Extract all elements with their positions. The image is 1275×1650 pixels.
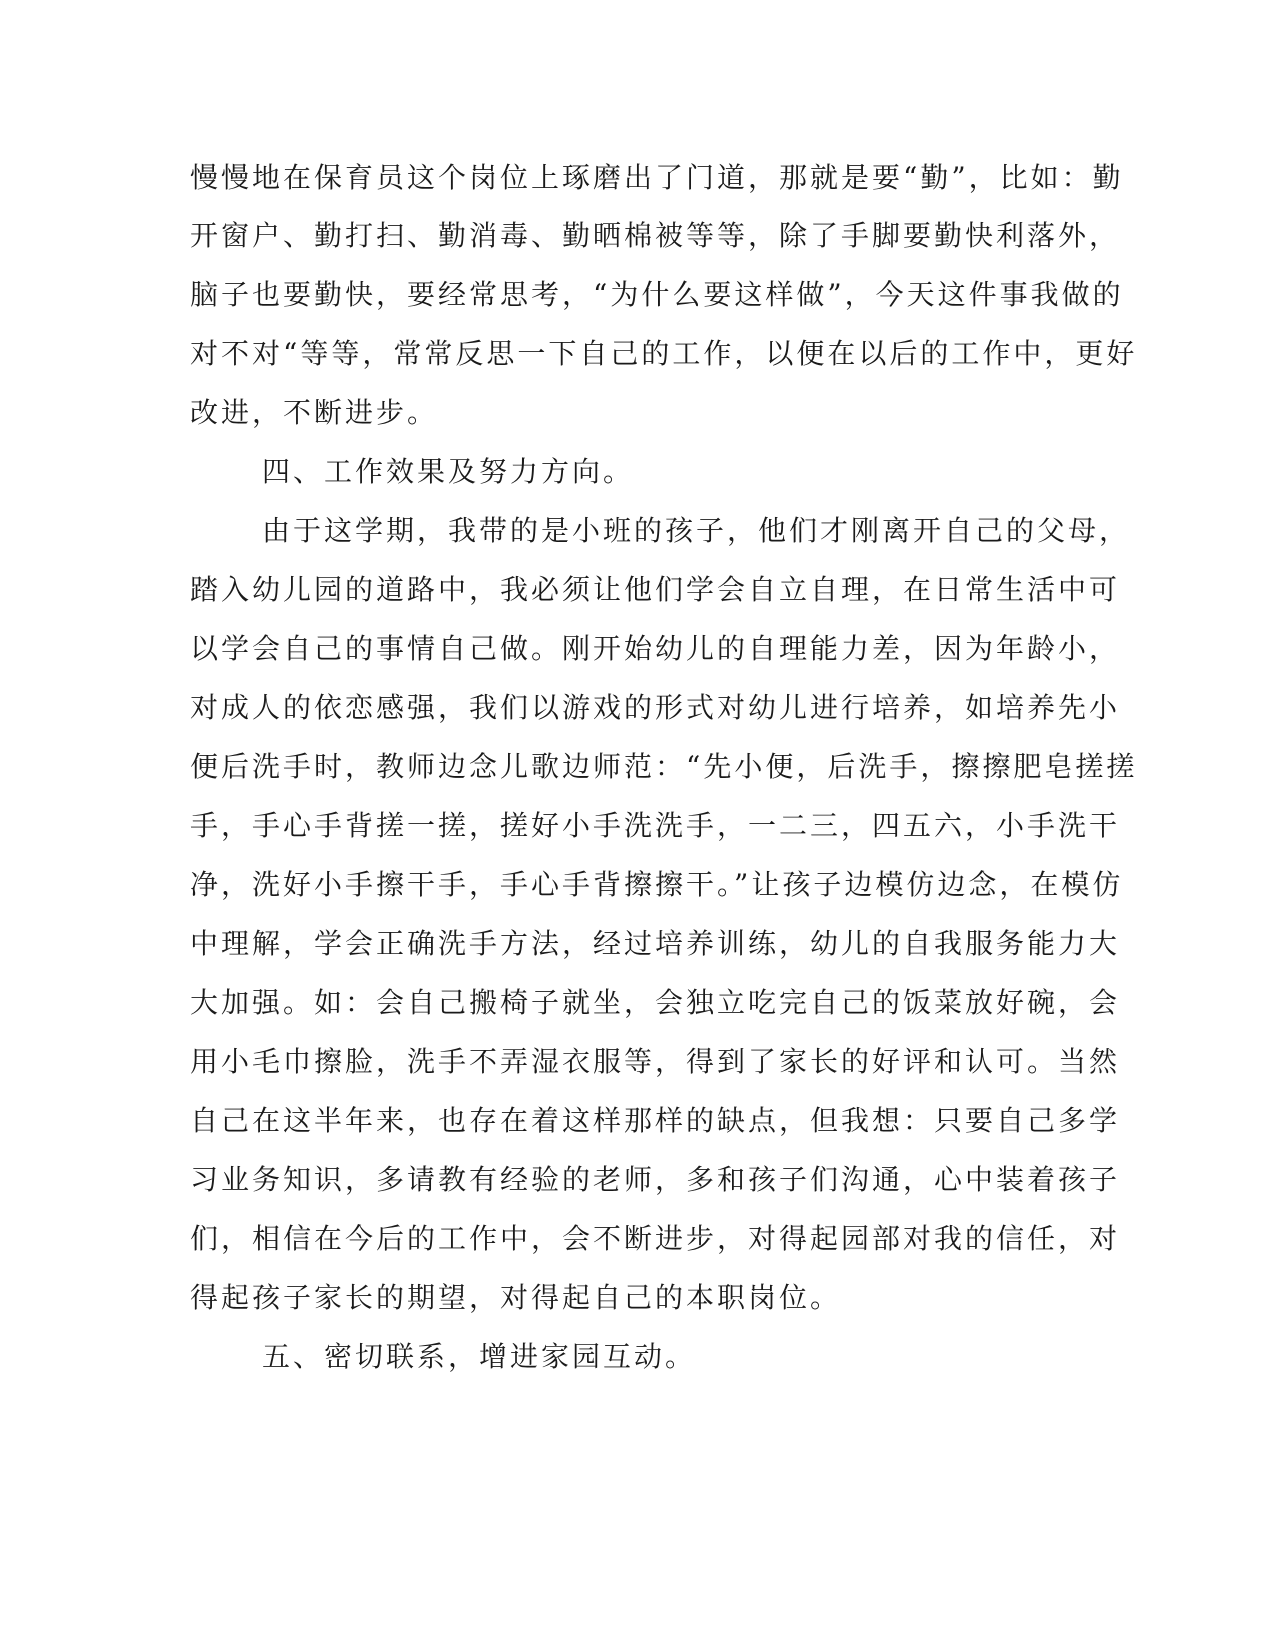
section-heading: 四、工作效果及努力方向。 bbox=[262, 455, 635, 488]
text-line: 改进，不断进步。 bbox=[190, 396, 439, 429]
text-line: 手，手心手背搓一搓，搓好小手洗洗手，一二三，四五六，小手洗干 bbox=[190, 809, 1121, 842]
text-line: 开窗户、勤打扫、勤消毒、勤晒棉被等等，除了手脚要勤快利落外， bbox=[190, 219, 1121, 252]
text-line: 脑子也要勤快，要经常思考，“为什么要这样做”，今天这件事我做的 bbox=[190, 278, 1124, 311]
text-line: 便后洗手时，教师边念儿歌边师范：“先小便，后洗手，擦擦肥皂搓搓 bbox=[190, 750, 1138, 783]
text-line: 自己在这半年来，也存在着这样那样的缺点，但我想：只要自己多学 bbox=[190, 1104, 1121, 1137]
text-line: 习业务知识，多请教有经验的老师，多和孩子们沟通，心中装着孩子 bbox=[190, 1163, 1121, 1196]
section-heading: 五、密切联系，增进家园互动。 bbox=[262, 1340, 697, 1373]
text-line: 们，相信在今后的工作中，会不断进步，对得起园部对我的信任，对 bbox=[190, 1222, 1121, 1255]
text-line: 大加强。如：会自己搬椅子就坐，会独立吃完自己的饭菜放好碗，会 bbox=[190, 986, 1121, 1019]
text-line: 中理解，学会正确洗手方法，经过培养训练，幼儿的自我服务能力大 bbox=[190, 927, 1121, 960]
text-line: 对成人的依恋感强，我们以游戏的形式对幼儿进行培养，如培养先小 bbox=[190, 691, 1121, 724]
text-line: 以学会自己的事情自己做。刚开始幼儿的自理能力差，因为年龄小， bbox=[190, 632, 1121, 665]
text-line: 用小毛巾擦脸，洗手不弄湿衣服等，得到了家长的好评和认可。当然 bbox=[190, 1045, 1121, 1078]
text-line: 踏入幼儿园的道路中，我必须让他们学会自立自理，在日常生活中可 bbox=[190, 573, 1121, 606]
text-line: 得起孩子家长的期望，对得起自己的本职岗位。 bbox=[190, 1281, 842, 1314]
text-line: 慢慢地在保育员这个岗位上琢磨出了门道，那就是要“勤”，比如：勤 bbox=[190, 161, 1124, 194]
text-line: 净，洗好小手擦干手，手心手背擦擦干。”让孩子边模仿边念，在模仿 bbox=[190, 868, 1124, 901]
text-line: 对不对“等等，常常反思一下自己的工作，以便在以后的工作中，更好 bbox=[190, 337, 1138, 370]
text-line: 由于这学期，我带的是小班的孩子，他们才刚离开自己的父母， bbox=[262, 514, 1131, 547]
